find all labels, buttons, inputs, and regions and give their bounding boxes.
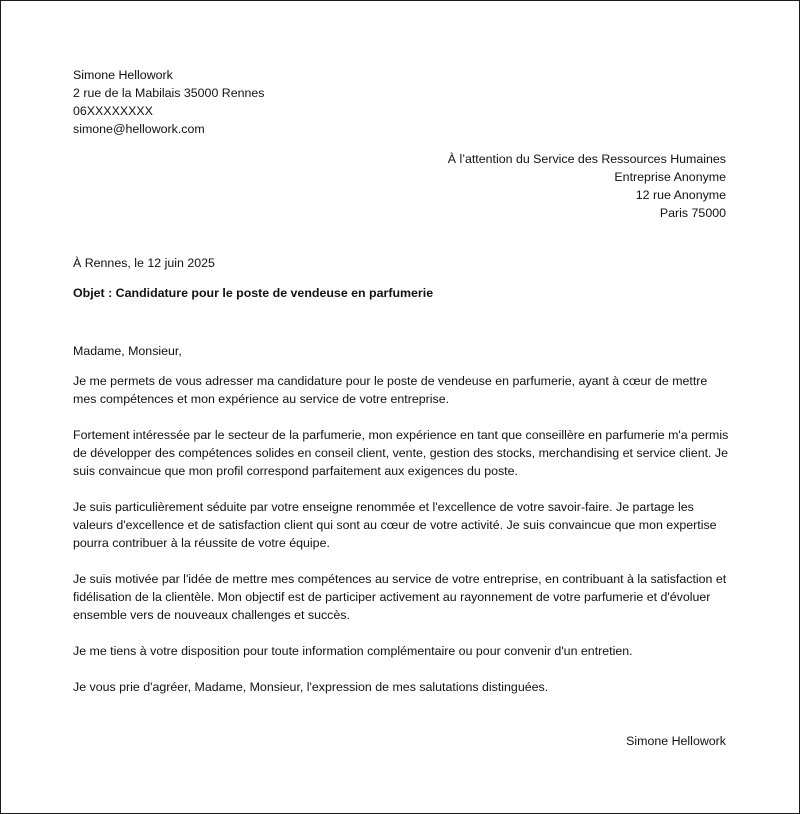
place-date: À Rennes, le 12 juin 2025 bbox=[73, 256, 215, 270]
body-paragraph-4: Je suis motivée par l'idée de mettre mes compétences au service de votre entreprise, en contribuant à la satisfaction et fidélisation de la clientèle. Mon objectif est de participer activement au rayonnement de votre parfumerie et d'évoluer ensemble vers de nouveaux challenges et succès. bbox=[73, 572, 727, 622]
sender-address: 2 rue de la Mabilais 35000 Rennes bbox=[73, 86, 265, 100]
sender-phone: 06XXXXXXXX bbox=[73, 104, 153, 118]
sender-email: simone@hellowork.com bbox=[73, 122, 205, 136]
signature: Simone Hellowork bbox=[626, 734, 726, 748]
body-paragraph-1: Je me permets de vous adresser ma candidature pour le poste de vendeuse en parfumerie, ayant à cœur de mettre mes compétences et mon expérience au service de votre entreprise. bbox=[73, 374, 708, 406]
sender-name: Simone Hellowork bbox=[73, 68, 173, 82]
recipient-attention: À l’attention du Service des Ressources Humaines bbox=[447, 152, 726, 166]
recipient-city: Paris 75000 bbox=[659, 206, 726, 220]
closing-formula: Je vous prie d'agréer, Madame, Monsieur, l'expression de mes salutations distinguées. bbox=[73, 680, 549, 694]
body-paragraph-2: Fortement intéressée par le secteur de la parfumerie, mon expérience en tant que conseillère en parfumerie m'a permis de développer des compétences solides en conseil client, vente, gestion des stocks, merchandising et service client. Je suis convaincue que mon profil correspond parfaitement aux exigences du poste. bbox=[73, 428, 729, 478]
body-paragraph-3: Je suis particulièrement séduite par votre enseigne renommée et l'excellence de votre savoir-faire. Je partage les valeurs d'excellence et de satisfaction client qui sont au cœur de votre activité. Je suis convaincue que mon expertise pourra contribuer à la réussite de votre équipe. bbox=[73, 500, 717, 550]
recipient-company: Entreprise Anonyme bbox=[614, 170, 726, 184]
salutation: Madame, Monsieur, bbox=[73, 344, 182, 358]
recipient-street: 12 rue Anonyme bbox=[635, 188, 726, 202]
body-paragraph-5: Je me tiens à votre disposition pour toute information complémentaire ou pour convenir d'un entretien. bbox=[73, 644, 633, 658]
subject-line: Objet : Candidature pour le poste de vendeuse en parfumerie bbox=[73, 286, 434, 300]
